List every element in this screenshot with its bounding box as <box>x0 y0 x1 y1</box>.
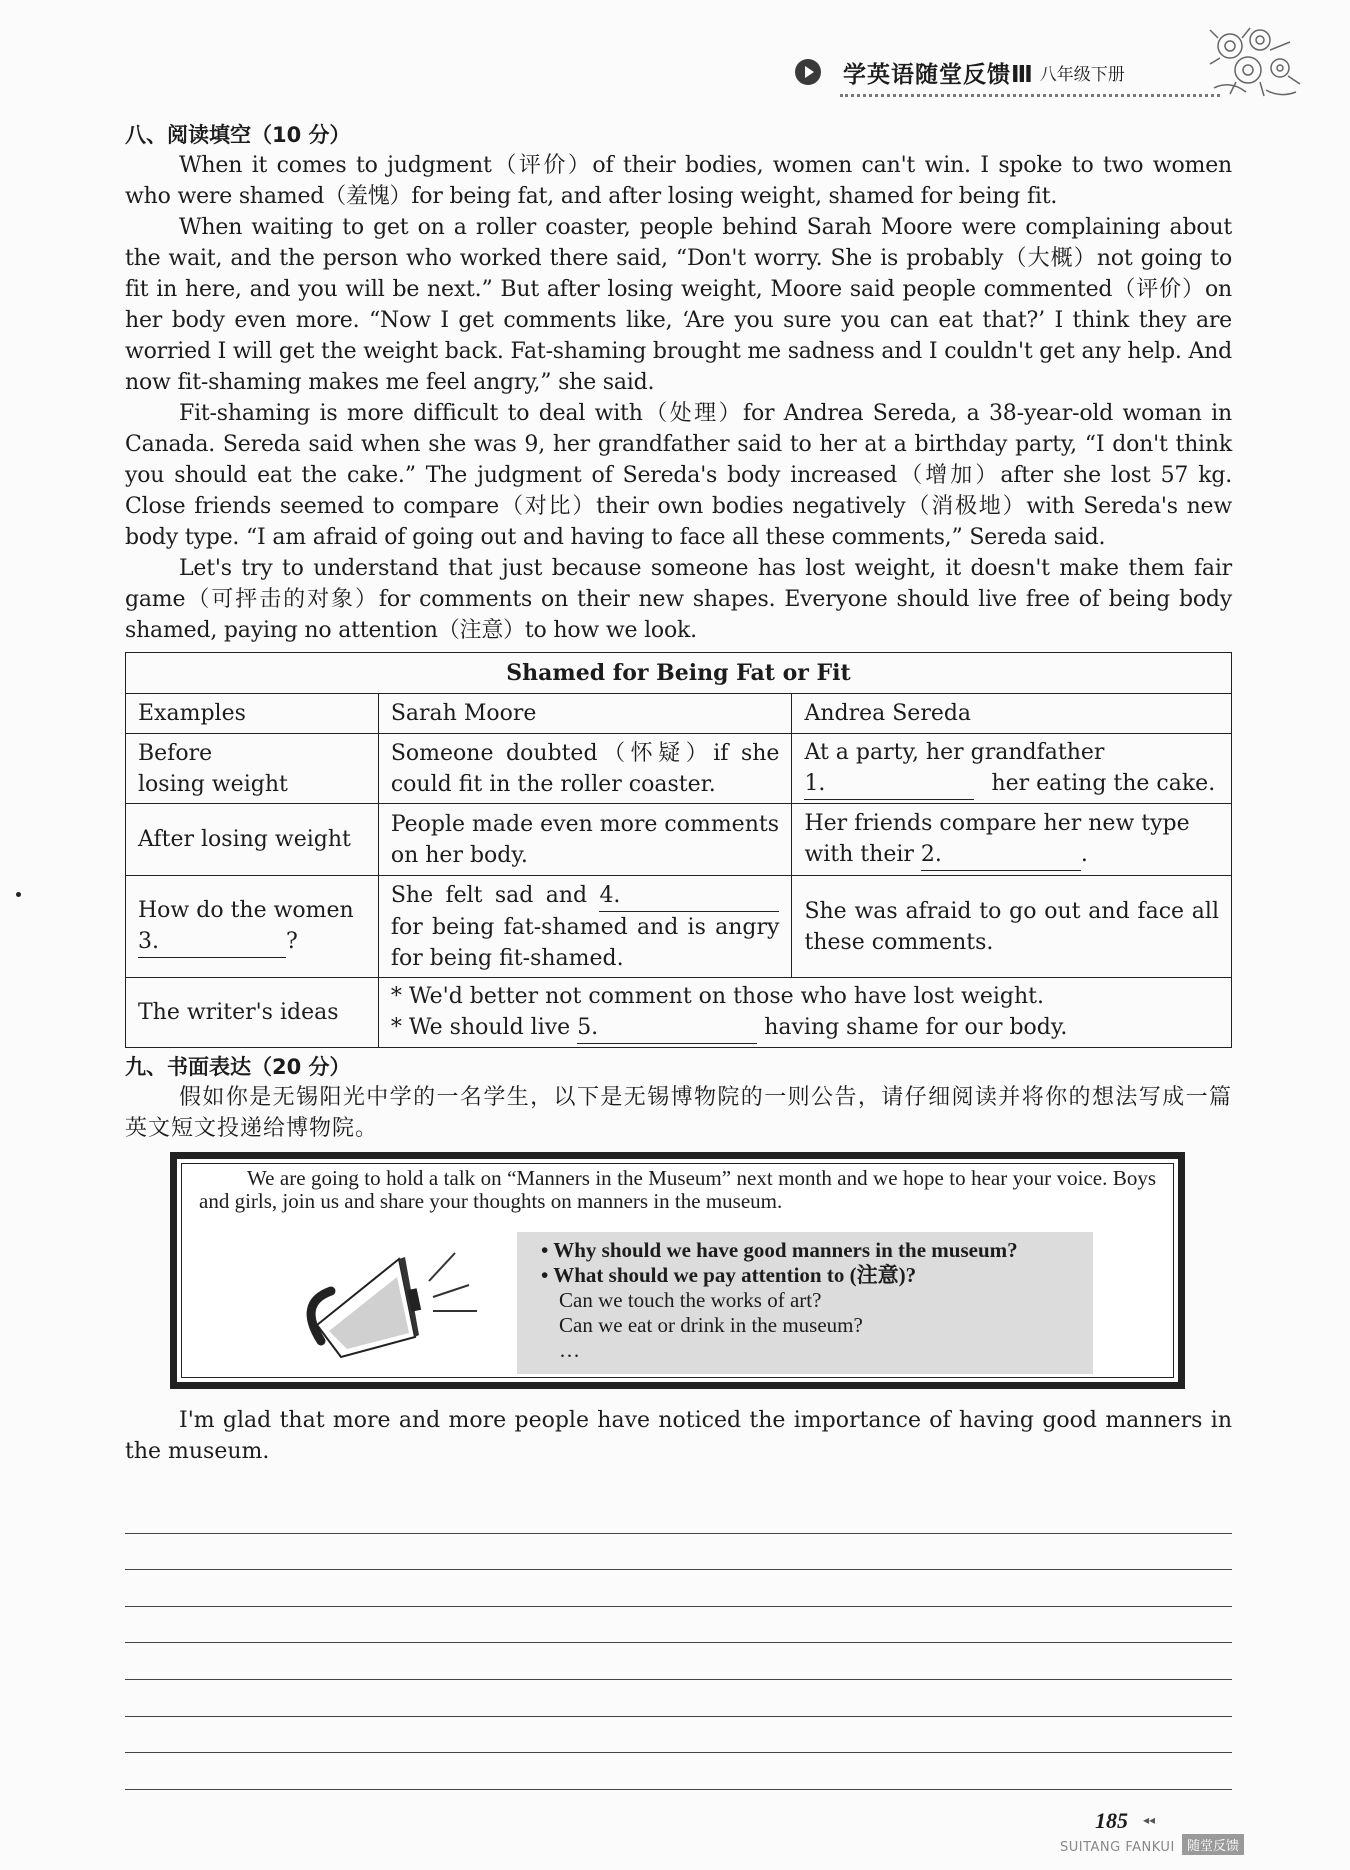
arrow-left-icon: ◂◂ <box>1143 1813 1156 1827</box>
reading-passage <box>125 150 1232 646</box>
table-header-cell: Sarah Moore <box>378 694 792 734</box>
moore-before-cell: Someone doubted（怀疑）if she could fit in the roller coaster. <box>378 734 792 804</box>
passage-paragraph: Fit-shaming is more difficult to deal with（处理）for Andrea Sereda, a 38-year-old woman in Canada. Sereda said when she was 9, her grandfather said to her at a birthday party, “I don't think you should eat the cake.” The judgment of Sereda's body increased（增加）after she lost 57 kg. Close friends seemed to compare（对比）their own bodies negatively（消极地）with Sereda's new body type. “I am afraid of going out and having to face all these comments,” Sereda said. <box>125 401 1232 550</box>
summary-table <box>125 652 1232 1048</box>
sub-question: Can we touch the works of art? <box>559 1288 822 1312</box>
sub-question: … <box>559 1338 580 1362</box>
notice-questions <box>517 1232 1093 1374</box>
writing-instruction: 假如你是无锡阳光中学的一名学生，以下是无锡博物院的一则公告，请仔细阅读并将你的想法写成一篇英文短文投递给博物院。 <box>125 1085 1232 1141</box>
moore-after-cell: People made even more comments on her body. <box>378 804 792 876</box>
row-label-ideas: The writer's ideas <box>126 978 379 1048</box>
question-what: • What should we pay attention to (注意)? <box>541 1263 917 1287</box>
book-header <box>795 52 1125 92</box>
answer-blank-1[interactable]: 1. <box>804 768 974 800</box>
writing-line[interactable] <box>125 1570 1232 1607</box>
table-header-cell: Andrea Sereda <box>792 694 1232 734</box>
museum-notice <box>170 1152 1185 1389</box>
writing-line[interactable] <box>125 1643 1232 1680</box>
table-header-cell: Examples <box>126 694 379 734</box>
writing-line[interactable] <box>125 1534 1232 1571</box>
footer-tag: 随堂反馈 <box>1182 1834 1244 1855</box>
passage-paragraph: When waiting to get on a roller coaster, people behind Sarah Moore were complaining about the wait, and the person who worked there said, “Don't worry. She is probably（大概）not going to fit in here, and you will be next.” But after losing weight, Moore said people commented（评价）on her body even more. “Now I get comments like, ‘Are you sure you can eat that?’ I think they are worried I will get the weight back. Fat-shaming brought me sadness and I couldn't get any help. And now fit-shaming makes me feel angry,” she said. <box>125 215 1232 395</box>
writing-lines[interactable] <box>125 1497 1232 1790</box>
book-title: 学英语随堂反馈Ⅲ <box>843 61 1034 88</box>
answer-blank-3[interactable]: 3. <box>138 926 286 958</box>
writing-line[interactable] <box>125 1717 1232 1754</box>
flower-decoration-icon <box>1200 18 1320 108</box>
sereda-before-cell: At a party, her grandfather 1. her eating the cake. <box>792 734 1232 804</box>
footer-pinyin: SUITANG FANKUI <box>1060 1840 1175 1855</box>
writing-line[interactable] <box>125 1607 1232 1644</box>
sereda-feelings-cell: She was afraid to go out and face all these comments. <box>792 876 1232 978</box>
writing-line[interactable] <box>125 1497 1232 1534</box>
section8-title: 八、阅读填空（10 分） <box>125 123 351 147</box>
page-number: 185 <box>1095 1808 1128 1833</box>
megaphone-icon <box>287 1241 487 1371</box>
page-content <box>125 120 1232 1790</box>
sereda-after-cell: Her friends compare her new type with their 2. . <box>792 804 1232 876</box>
table-caption: Shamed for Being Fat or Fit <box>126 653 1232 694</box>
writing-line[interactable] <box>125 1753 1232 1790</box>
row-label-after: After losing weight <box>126 804 379 876</box>
question-why: • Why should we have good manners in the museum? <box>541 1238 1018 1262</box>
answer-blank-2[interactable]: 2. <box>921 839 1081 871</box>
margin-dot <box>16 892 21 897</box>
notice-text: We are going to hold a talk on “Manners in the Museum” next month and we hope to hear your voice. Boys and girls, join us and share your thoughts on manners in the museum. <box>199 1166 1156 1213</box>
writer-ideas-cell: * We'd better not comment on those who have lost weight. * We should live 5. having shame for our body. <box>378 978 1231 1048</box>
book-grade: 八年级下册 <box>1039 64 1125 85</box>
row-label-how: How do the women 3. ? <box>126 876 379 978</box>
passage-paragraph: When it comes to judgment（评价）of their bodies, women can't win. I spoke to two women who were shamed（羞愧）for being fat, and after losing weight, shamed for being fit. <box>125 153 1232 209</box>
sub-question: Can we eat or drink in the museum? <box>559 1313 863 1337</box>
header-divider <box>840 94 1220 97</box>
answer-blank-4[interactable]: 4. <box>599 880 779 912</box>
row-label-before: Before losing weight <box>126 734 379 804</box>
writing-line[interactable] <box>125 1680 1232 1717</box>
writing-opening: I'm glad that more and more people have noticed the importance of having good manners in the museum. <box>125 1408 1232 1464</box>
passage-paragraph: Let's try to understand that just because someone has lost weight, it doesn't make them fair game（可抨击的对象）for comments on their new shapes. Everyone should live free of being body shamed, paying no attention（注意）to how we look. <box>125 556 1232 643</box>
section9-title: 九、书面表达（20 分） <box>125 1055 351 1079</box>
moore-feelings-cell: She felt sad and 4. for being fat-shamed and is angry for being fit-shamed. <box>378 876 792 978</box>
play-icon <box>795 59 821 85</box>
answer-blank-5[interactable]: 5. <box>577 1012 757 1044</box>
